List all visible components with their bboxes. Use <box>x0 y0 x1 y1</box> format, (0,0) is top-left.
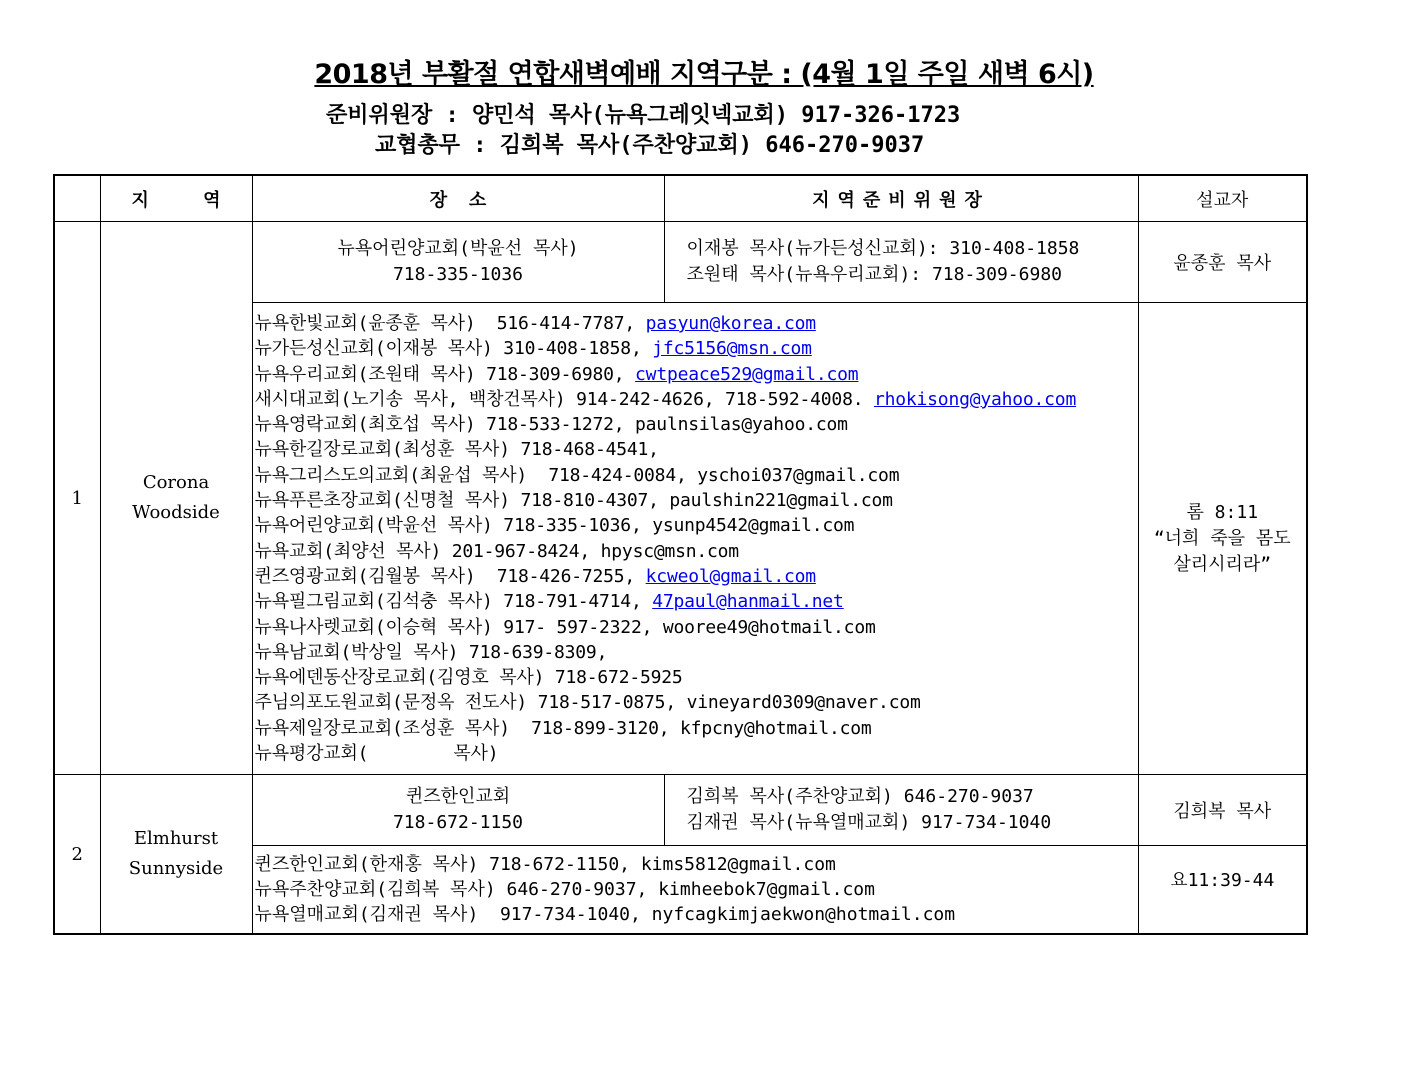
church-entry-text: 뉴욕우리교회(조원태 목사) 718-309-6980, <box>254 363 636 385</box>
section-1-region-line1: Corona <box>142 472 210 494</box>
church-list-item <box>255 852 1138 877</box>
church-entry-text: 뉴욕그리스도의교회(최윤섭 목사) 718-424-0084, yschoi037@gmail.com <box>254 464 900 486</box>
church-list-item <box>255 902 1138 927</box>
church-list-item <box>255 741 1138 766</box>
church-list-item <box>255 412 1138 437</box>
church-list-item <box>255 665 1138 690</box>
section-2-place-phone: 718-672-1150 <box>392 812 524 834</box>
section-1-place-name: 뉴욕어린양교회(박윤선 목사) <box>337 238 579 259</box>
email-link[interactable]: cwtpeace529@gmail.com <box>635 363 859 385</box>
church-entry-text: 뉴욕열매교회(김재권 목사) 917-734-1040, nyfcagkimjaekwon@hotmail.com <box>254 904 956 926</box>
section-1-verse <box>1138 303 1307 775</box>
church-list-item <box>255 539 1138 564</box>
secretary-line: 교협총무 : 김희복 목사(주찬양교회) 646-270-9037 <box>375 133 925 158</box>
section-1-preacher: 윤종훈 목사 <box>1138 222 1307 303</box>
email-link[interactable]: jfc5156@msn.com <box>652 338 812 360</box>
church-entry-text: 주님의포도원교회(문정옥 전도사) 718-517-0875, vineyard0309@naver.com <box>254 692 921 714</box>
section-2-chairs <box>664 775 1138 846</box>
section-1-number: 1 <box>54 222 100 775</box>
section-2-preacher: 김희복 목사 <box>1138 775 1307 846</box>
church-list-item <box>255 336 1138 361</box>
section-1-place <box>252 222 664 303</box>
church-entry-text: 뉴욕영락교회(최호섭 목사) 718-533-1272, paulnsilas@yahoo.com <box>254 414 848 436</box>
section-2-region-line1: Elmhurst <box>133 828 219 850</box>
email-link[interactable]: 47paul@hanmail.net <box>652 591 844 613</box>
church-list-item <box>255 716 1138 741</box>
section-2-verse <box>1138 846 1307 935</box>
church-list-item <box>255 564 1138 589</box>
church-list-item <box>255 463 1138 488</box>
section-1-verse-line2: “너희 죽을 몸도 <box>1153 527 1291 549</box>
church-entry-text: 뉴욕남교회(박상일 목사) 718-639-8309, <box>254 641 608 663</box>
church-entry-text: 뉴욕나사렛교회(이승혁 목사) 917- 597-2322, wooree49@hotmail.com <box>254 616 876 638</box>
church-list-item <box>255 615 1138 640</box>
section-2-number: 2 <box>54 775 100 935</box>
header-number <box>54 175 100 222</box>
church-entry-text: 뉴욕한빛교회(윤종훈 목사) 516-414-7787, <box>254 313 646 334</box>
header-place: 장 소 <box>252 175 664 222</box>
section-2-place <box>252 775 664 846</box>
church-entry-text: 뉴욕주찬양교회(김희복 목사) 646-270-9037, kimheebok7@gmail.com <box>254 879 875 901</box>
email-link[interactable]: pasyun@korea.com <box>645 313 816 334</box>
section-2-verse-ref: 요11:39-44 <box>1170 870 1275 892</box>
church-list-item <box>255 488 1138 513</box>
church-entry-text: 뉴욕교회(최양선 목사) 201-967-8424, hpysc@msn.com <box>254 540 739 562</box>
header-row <box>54 175 1307 222</box>
section-2-top-row <box>54 775 1307 846</box>
section-2-place-name: 퀸즈한인교회 <box>405 786 511 808</box>
section-1-church-list <box>252 303 1138 775</box>
church-entry-text: 뉴가든성신교회(이재봉 목사) 310-408-1858, <box>254 338 653 360</box>
section-1-chair-1: 이재봉 목사(뉴가든성신교회): 310-408-1858 <box>686 238 1080 259</box>
church-list-item <box>255 877 1138 902</box>
region-table <box>53 174 1308 935</box>
section-1-verse-line3: 살리시리라” <box>1173 553 1272 575</box>
church-list-item <box>255 362 1138 387</box>
section-1-region <box>100 222 252 775</box>
church-entry-text: 뉴욕어린양교회(박윤선 목사) 718-335-1036, ysunp4542@gmail.com <box>254 515 855 537</box>
church-list-item <box>255 311 1138 336</box>
header-preacher: 설교자 <box>1138 175 1307 222</box>
email-link[interactable]: rhokisong@yahoo.com <box>873 388 1077 410</box>
church-list-item <box>255 513 1138 538</box>
email-link[interactable]: kcweol@gmail.com <box>645 565 816 587</box>
section-2-church-list <box>252 846 1138 935</box>
section-2-region-line2: Sunnyside <box>128 858 224 880</box>
section-1-top-row <box>54 222 1307 303</box>
church-list-item <box>255 387 1138 412</box>
church-list-item <box>255 437 1138 462</box>
church-entry-text: 퀸즈영광교회(김월봉 목사) 718-426-7255, <box>254 565 646 587</box>
section-1-chairs <box>664 222 1138 303</box>
committee-chair-line: 준비위원장 : 양민석 목사(뉴욕그레잇넥교회) 917-326-1723 <box>326 103 961 128</box>
header-region: 지 역 <box>100 175 252 222</box>
section-2-chair-1: 김희복 목사(주찬양교회) 646-270-9037 <box>686 786 1034 808</box>
section-1-region-line2: Woodside <box>132 502 220 524</box>
church-list-item <box>255 690 1138 715</box>
church-entry-text: 뉴욕평강교회( 목사) <box>254 743 499 765</box>
page-title: 2018년 부활절 연합새벽예배 지역구분 : (4월 1일 주일 새벽 6시) <box>314 59 1094 90</box>
church-entry-text: 뉴욕필그림교회(김석충 목사) 718-791-4714, <box>254 591 653 613</box>
section-1-verse-ref: 롬 8:11 <box>1186 501 1259 523</box>
church-entry-text: 뉴욕에덴동산장로교회(김영호 목사) 718-672-5925 <box>254 667 683 689</box>
church-entry-text: 뉴욕푸른초장교회(신명철 목사) 718-810-4307, paulshin221@gmail.com <box>254 490 893 512</box>
church-entry-text: 퀸즈한인교회(한재홍 목사) 718-672-1150, kims5812@gmail.com <box>254 854 836 876</box>
church-list-item <box>255 640 1138 665</box>
section-2-region <box>100 775 252 935</box>
section-1-chair-2: 조원태 목사(뉴욕우리교회): 718-309-6980 <box>686 264 1062 285</box>
section-2-chair-2: 김재권 목사(뉴욕열매교회) 917-734-1040 <box>686 812 1052 834</box>
church-entry-text: 뉴욕제일장로교회(조성훈 목사) 718-899-3120, kfpcny@hotmail.com <box>254 717 872 739</box>
header-chairs: 지역준비위원장 <box>664 175 1138 222</box>
church-list-item <box>255 589 1138 614</box>
church-entry-text: 뉴욕한길장로교회(최성훈 목사) 718-468-4541, <box>254 439 659 461</box>
church-entry-text: 새시대교회(노기송 목사, 백창건목사) 914-242-4626, 718-592-4008. <box>254 388 874 410</box>
section-1-place-phone: 718-335-1036 <box>392 264 524 285</box>
